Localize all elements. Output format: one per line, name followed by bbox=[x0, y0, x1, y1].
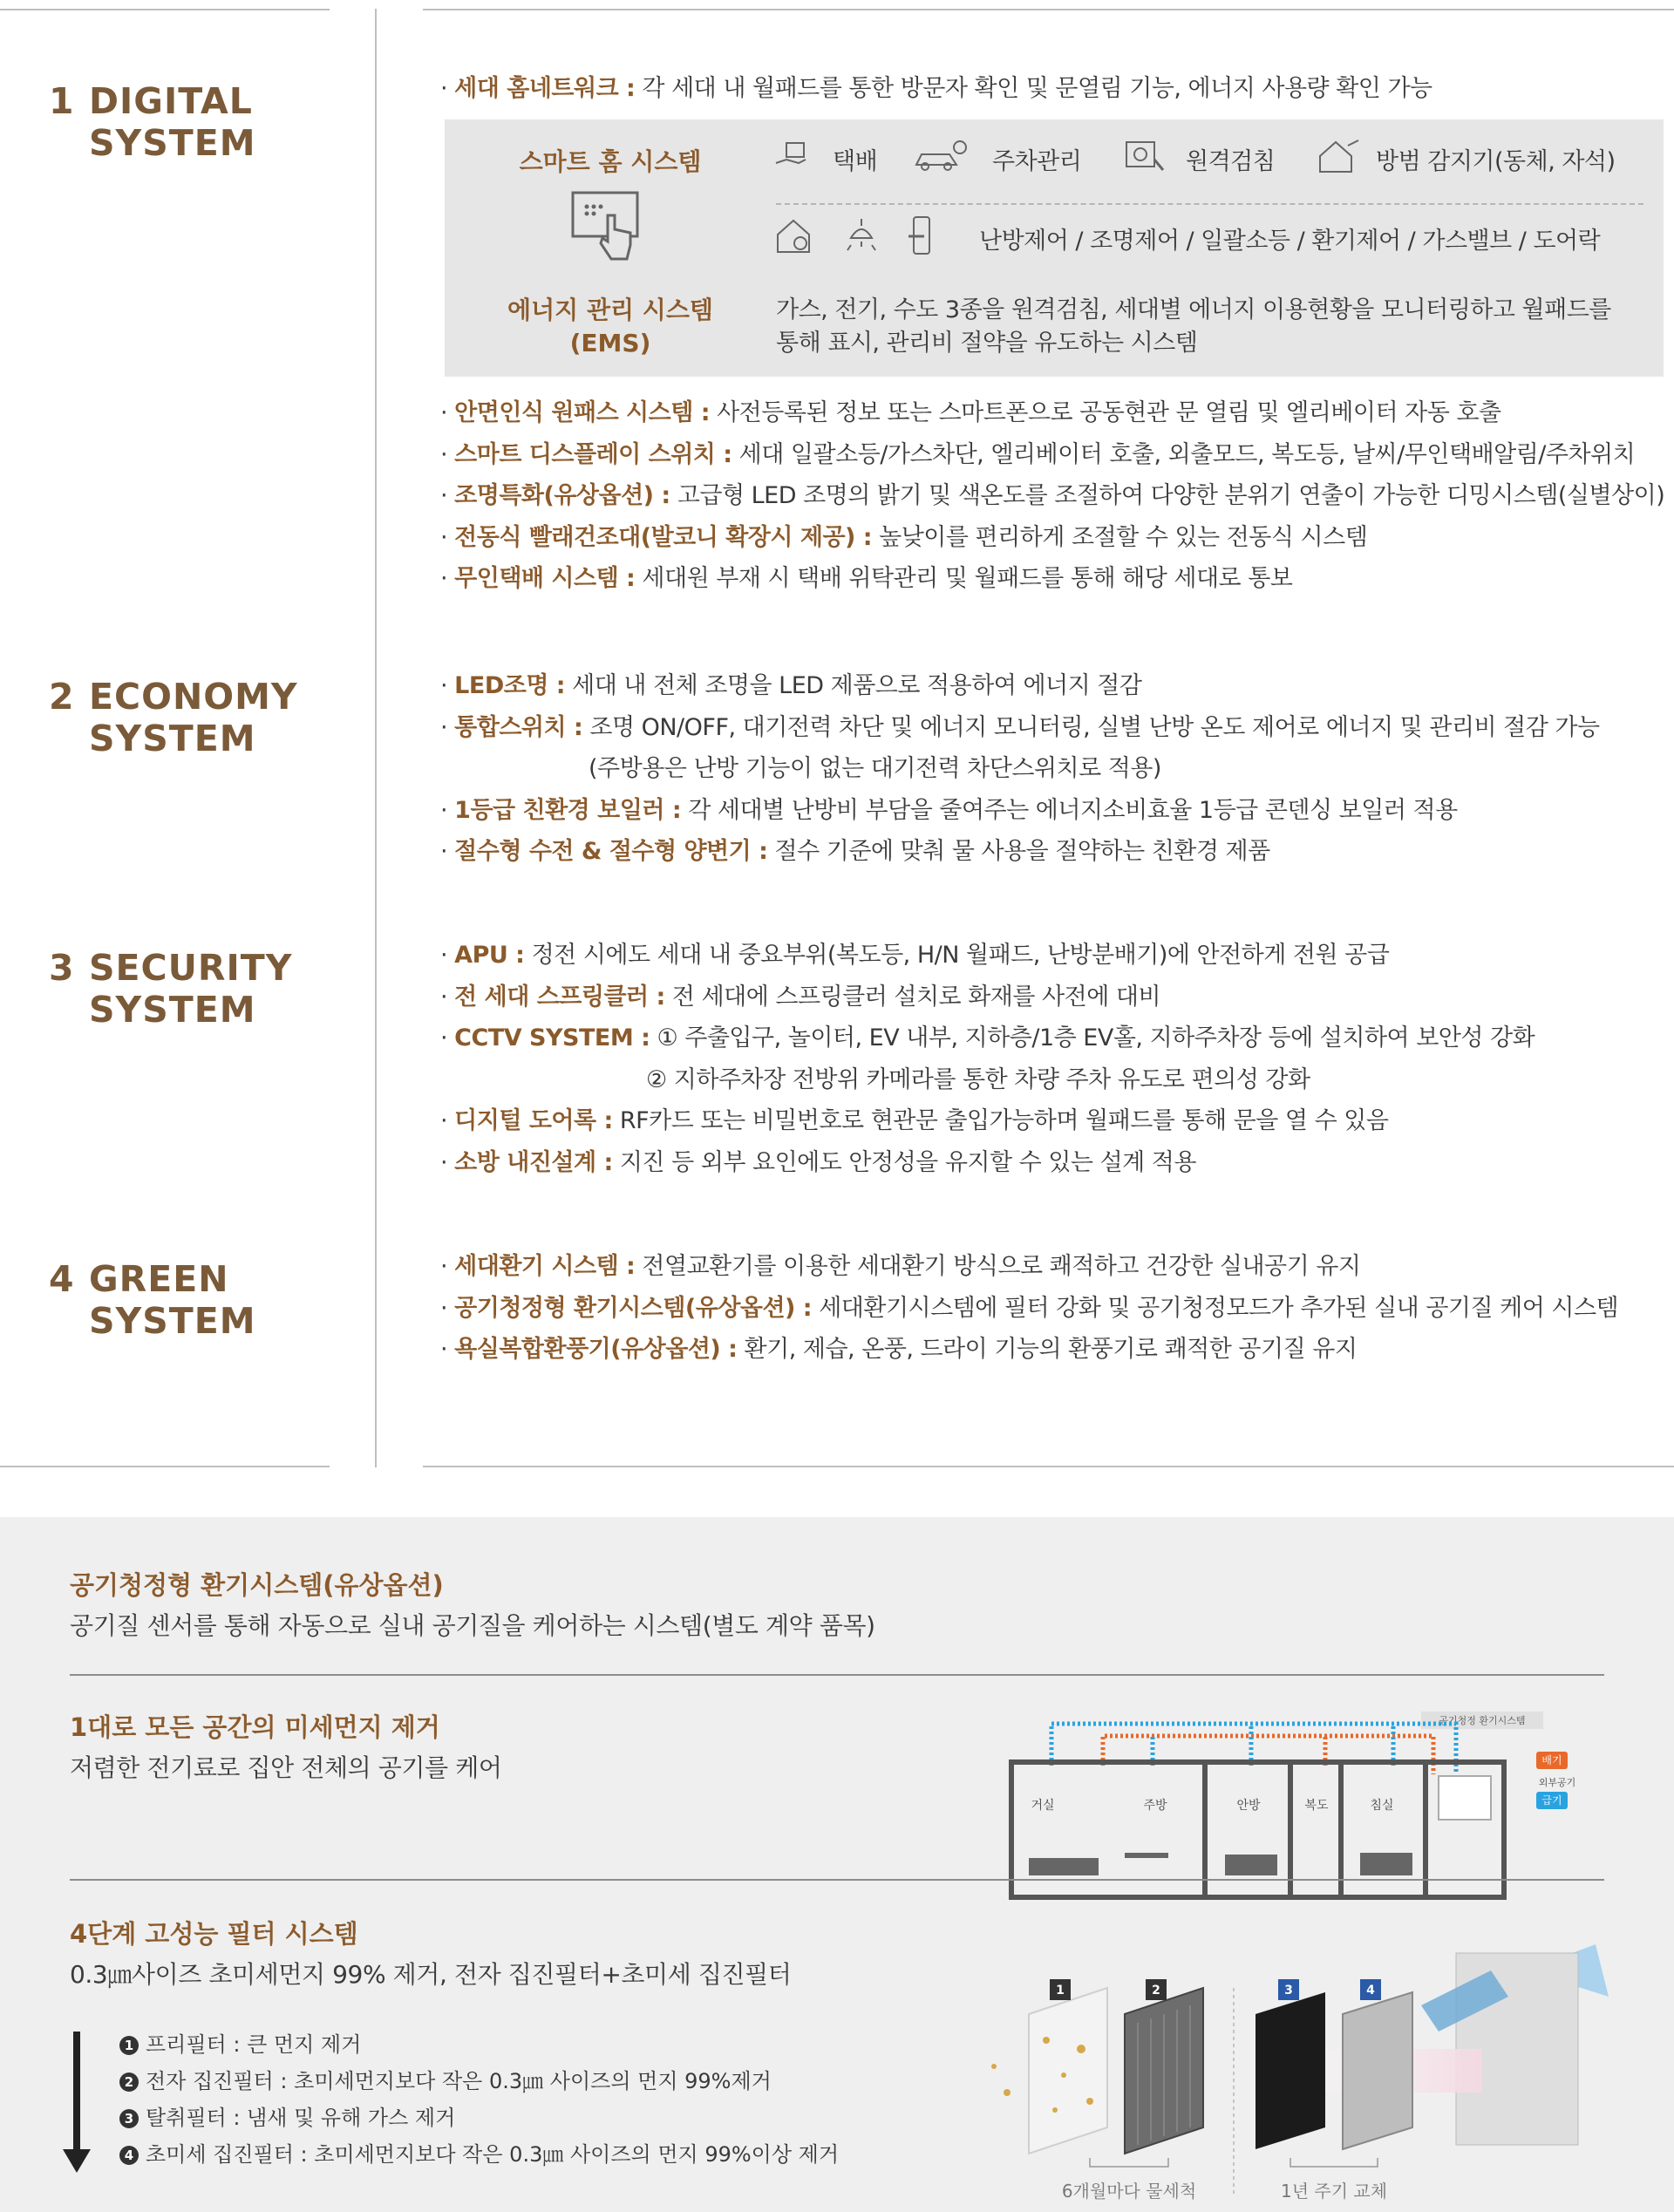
parking-icon bbox=[911, 139, 974, 175]
point1-title: 1대로 모든 공간의 미세먼지 제거 bbox=[70, 1712, 440, 1742]
security-list bbox=[440, 935, 1534, 1183]
list-item-continuation: (주방용은 난방 기능이 없는 대기전력 차단스위치로 적용) bbox=[589, 755, 1161, 782]
economy-list bbox=[440, 665, 1600, 873]
diagram-device-label: 공기청정 환기시스템 bbox=[1439, 1715, 1526, 1726]
down-arrow-icon bbox=[61, 2032, 92, 2175]
list-item: · LED조명 : 세대 내 전체 조명을 LED 제품으로 적용하여 에너지 절감 bbox=[440, 672, 1142, 699]
panel-title: 공기청정형 환기시스템(유상옵션) bbox=[70, 1570, 444, 1600]
vertical-divider bbox=[375, 9, 377, 1467]
lighting-icon bbox=[844, 217, 879, 255]
smart-home-label: 스마트 홈 시스템 bbox=[519, 147, 702, 176]
digital-home-network: · 세대 홈네트워크 : 각 세대 내 월패드를 통한 방문자 확인 및 문열림 기능, 에너지 사용량 확인 가능 bbox=[440, 75, 1432, 102]
supply-label: 급기 bbox=[1541, 1794, 1562, 1807]
ems-label: 에너지 관리 시스템 (EMS) bbox=[507, 296, 713, 357]
door-lock-icon bbox=[905, 215, 940, 257]
filter-illustration bbox=[968, 1918, 1613, 2206]
point2-text: 0.3㎛사이즈 초미세먼지 99% 제거, 전자 집진필터+초미세 집진필터 bbox=[70, 1960, 792, 1989]
list-item: · 스마트 디스플레이 스위치 : 세대 일괄소등/가스차단, 엘리베이터 호출, 외출모드, 복도등, 날씨/무인택배알림/주차위치 bbox=[440, 440, 1636, 468]
list-item: · 통합스위치 : 조명 ON/OFF, 대기전력 차단 및 에너지 모니터링, 실별 난방 온도 제어로 에너지 및 관리비 절감 가능 bbox=[440, 713, 1600, 741]
delivery-icon bbox=[774, 140, 809, 172]
filter-badge: 4 bbox=[1366, 1984, 1375, 1998]
digital-list bbox=[440, 392, 1664, 600]
wash-label: 6개월마다 물세척 bbox=[1061, 2181, 1197, 2202]
filter-item-4: 4 초미세 집진필터 : 초미세먼지보다 작은 0.3㎛ 사이즈의 먼지 99%이상 제거 bbox=[119, 2137, 839, 2168]
security-sensor-icon bbox=[1317, 137, 1362, 175]
list-item: · APU : 정전 시에도 세대 내 중요부위(복도등, H/N 월패드, 난방분배기)에 안전하게 전원 공급 bbox=[440, 942, 1390, 969]
box-dashed-divider bbox=[776, 203, 1643, 205]
filter-badge: 2 bbox=[1152, 1984, 1160, 1998]
room-label: 안방 bbox=[1236, 1799, 1261, 1813]
heating-icon bbox=[774, 217, 814, 255]
outside-air-label: 외부공기 bbox=[1538, 1777, 1576, 1788]
feature-parking: 주차관리 bbox=[992, 148, 1082, 175]
filter-badge: 3 bbox=[1284, 1984, 1293, 1998]
list-item: · 세대환기 시스템 : 전열교환기를 이용한 세대환기 방식으로 쾌적하고 건강한 실내공기 유지 bbox=[440, 1253, 1361, 1280]
section-title-economy: 2 ECONOMY SYSTEM bbox=[49, 676, 298, 759]
green-list bbox=[440, 1246, 1618, 1371]
room-label: 침실 bbox=[1370, 1799, 1394, 1813]
section-title-green: 4 GREEN SYSTEM bbox=[49, 1258, 256, 1342]
list-item: · 1등급 친환경 보일러 : 각 세대별 난방비 부담을 줄여주는 에너지소비효율 1등급 콘덴싱 보일러 적용 bbox=[440, 796, 1458, 824]
filter-item-1: 1 프리필터 : 큰 먼지 제거 bbox=[119, 2027, 361, 2058]
air-purifier-panel bbox=[0, 1517, 1674, 2212]
filter-badge: 1 bbox=[1056, 1984, 1065, 1998]
list-item: · CCTV SYSTEM : ① 주출입구, 놀이터, EV 내부, 지하층/1층 EV홀, 지하주차장 등에 설치하여 보안성 강화 bbox=[440, 1024, 1535, 1052]
feature-security: 방범 감지기(동체, 자석) bbox=[1376, 148, 1616, 175]
panel-rule-1 bbox=[70, 1674, 1604, 1676]
room-label: 복도 bbox=[1304, 1799, 1329, 1813]
list-item: · 욕실복합환풍기(유상옵션) : 환기, 제습, 온풍, 드라이 기능의 환풍기로 쾌적한 공기질 유지 bbox=[440, 1336, 1358, 1363]
list-item: · 전동식 빨래건조대(발코니 확장시 제공) : 높낮이를 편리하게 조절할 수 있는 전동식 시스템 bbox=[440, 523, 1368, 551]
list-item: · 소방 내진설계 : 지진 등 외부 요인에도 안정성을 유지할 수 있는 설계 적용 bbox=[440, 1148, 1196, 1176]
section-title-security: 3 SECURITY SYSTEM bbox=[49, 947, 293, 1031]
list-item-continuation: ② 지하주차장 전방위 카메라를 통한 차량 주차 유도로 편의성 강화 bbox=[646, 1065, 1310, 1093]
bottom-right-rule bbox=[423, 1466, 1674, 1467]
list-item: · 전 세대 스프링클러 : 전 세대에 스프링클러 설치로 화재를 사전에 대비 bbox=[440, 983, 1161, 1011]
list-item: · 디지털 도어록 : RF카드 또는 비밀번호로 현관문 출입가능하며 월패드를 통해 문을 열 수 있음 bbox=[440, 1107, 1389, 1134]
point2-title: 4단계 고성능 필터 시스템 bbox=[70, 1919, 358, 1949]
feature-delivery: 택배 bbox=[833, 148, 878, 175]
meter-icon bbox=[1123, 139, 1168, 175]
list-item: · 조명특화(유상옵션) : 고급형 LED 조명의 밝기 및 색온도를 조절하여 다양한 분위기 연출이 가능한 디밍시스템(실별상이) bbox=[440, 482, 1665, 509]
room-label: 주방 bbox=[1143, 1799, 1167, 1813]
bottom-left-rule bbox=[0, 1466, 330, 1467]
top-right-rule bbox=[423, 9, 1674, 10]
exhaust-label: 배기 bbox=[1541, 1754, 1562, 1766]
feature-meter: 원격검침 bbox=[1186, 148, 1276, 175]
smart-home-box bbox=[445, 119, 1664, 377]
panel-rule-2 bbox=[70, 1879, 1604, 1881]
ems-description: 가스, 전기, 수도 3종을 원격검침, 세대별 에너지 이용현황을 모니터링하고 월패드를 통해 표시, 관리비 절약을 유도하는 시스템 bbox=[776, 296, 1611, 357]
list-item: · 안면인식 원패스 시스템 : 사전등록된 정보 또는 스마트폰으로 공동현관 문 열림 및 엘리베이터 자동 호출 bbox=[440, 399, 1501, 426]
room-label: 거실 bbox=[1031, 1799, 1055, 1813]
wallpad-touch-icon bbox=[569, 189, 648, 263]
feature-controls: 난방제어 / 조명제어 / 일괄소등 / 환기제어 / 가스밸브 / 도어락 bbox=[979, 228, 1601, 255]
list-item: · 절수형 수전 & 절수형 양변기 : 절수 기준에 맞춰 물 사용을 절약하는 친환경 제품 bbox=[440, 838, 1270, 865]
panel-subtitle: 공기질 센서를 통해 자동으로 실내 공기질을 케어하는 시스템(별도 계약 품목) bbox=[70, 1611, 875, 1640]
list-item: · 무인택배 시스템 : 세대원 부재 시 택배 위탁관리 및 월패드를 통해 해당 세대로 통보 bbox=[440, 565, 1293, 592]
top-left-rule bbox=[0, 9, 330, 10]
point1-text: 저렴한 전기료로 집안 전체의 공기를 케어 bbox=[70, 1753, 502, 1782]
list-item: · 공기청정형 환기시스템(유상옵션) : 세대환기시스템에 필터 강화 및 공기청정모드가 추가된 실내 공기질 케어 시스템 bbox=[440, 1294, 1619, 1322]
section-title-digital: 1 DIGITAL SYSTEM bbox=[49, 80, 256, 164]
replace-label: 1년 주기 교체 bbox=[1280, 2181, 1388, 2202]
filter-item-3: 3 탈취필터 : 냄새 및 유해 가스 제거 bbox=[119, 2100, 455, 2131]
filter-item-2: 2 전자 집진필터 : 초미세먼지보다 작은 0.3㎛ 사이즈의 먼지 99%제거 bbox=[119, 2064, 772, 2094]
